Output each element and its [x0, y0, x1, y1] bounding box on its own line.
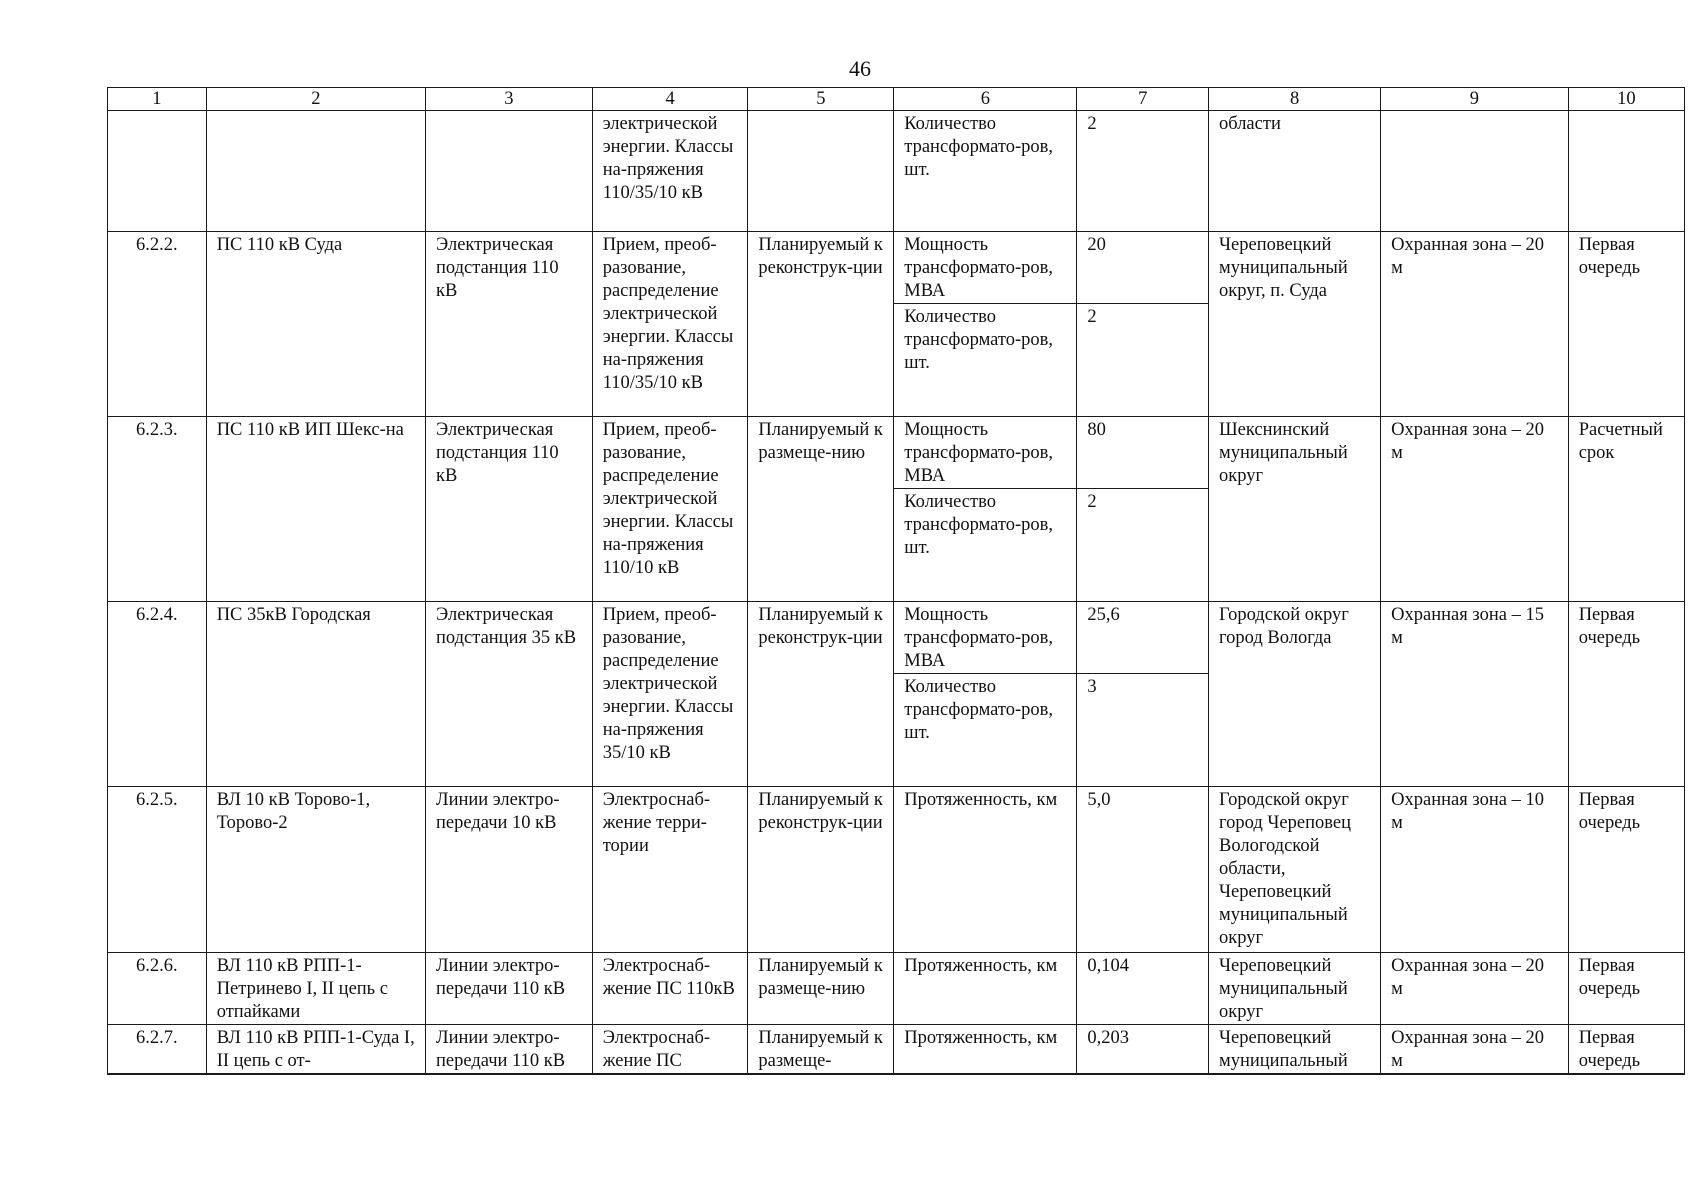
- header-cell: 9: [1381, 88, 1569, 111]
- cell-location: Череповецкий муниципальный: [1209, 1025, 1381, 1075]
- table-row: [108, 953, 1685, 1025]
- cell-num: 6.2.5.: [108, 787, 207, 953]
- cell-location: Городской округ город Череповец Вологодской области, Череповецкий муниципальный округ: [1209, 787, 1381, 953]
- cell-value: 2: [1077, 304, 1209, 417]
- cell-value: 25,6: [1077, 602, 1209, 674]
- cell-num: 6.2.2.: [108, 232, 207, 417]
- cell-purpose: Электроснаб-жение ПС 110кВ: [592, 953, 748, 1025]
- header-cell: 3: [426, 88, 593, 111]
- header-cell: 8: [1209, 88, 1381, 111]
- table-row-continuation: [108, 111, 1685, 232]
- cell-value: 2: [1077, 111, 1209, 232]
- cell-type: [426, 111, 593, 232]
- cell-parameter: Протяженность, км: [894, 953, 1077, 1025]
- cell-location: Шекснинский муниципальный округ: [1209, 417, 1381, 602]
- cell-value: 0,203: [1077, 1025, 1209, 1075]
- cell-term: Первая очередь: [1568, 1025, 1684, 1075]
- cell-value: 80: [1077, 417, 1209, 489]
- cell-term: Расчетный срок: [1568, 417, 1684, 602]
- header-cell: 1: [108, 88, 207, 111]
- cell-location: Череповецкий муниципальный округ, п. Суда: [1209, 232, 1381, 417]
- cell-purpose: Прием, преоб-разование, распределение электрической энергии. Классы на-пряжения 35/10 кВ: [592, 602, 748, 787]
- cell-num: 6.2.4.: [108, 602, 207, 787]
- cell-location: Череповецкий муниципальный округ: [1209, 953, 1381, 1025]
- table-row: [108, 1025, 1685, 1075]
- cell-parameter: Мощность трансформато-ров, МВА: [894, 602, 1077, 674]
- header-cell: 7: [1077, 88, 1209, 111]
- cell-parameter: Количество трансформато-ров, шт.: [894, 489, 1077, 602]
- cell-num: 6.2.3.: [108, 417, 207, 602]
- cell-type: Линии электро-передачи 110 кВ: [426, 953, 593, 1025]
- cell-parameter: Протяженность, км: [894, 1025, 1077, 1075]
- cell-name: ПС 110 кВ Суда: [206, 232, 425, 417]
- cell-parameter: Мощность трансформато-ров, МВА: [894, 417, 1077, 489]
- table-row: [108, 417, 1685, 489]
- cell-term: Первая очередь: [1568, 953, 1684, 1025]
- cell-parameter: Количество трансформато-ров, шт.: [894, 111, 1077, 232]
- cell-name: [206, 111, 425, 232]
- cell-location: области: [1209, 111, 1381, 232]
- page-number: 46: [849, 56, 871, 81]
- cell-value: 3: [1077, 674, 1209, 787]
- cell-parameter: Количество трансформато-ров, шт.: [894, 674, 1077, 787]
- header-cell: 5: [748, 88, 894, 111]
- cell-type: Линии электро-передачи 10 кВ: [426, 787, 593, 953]
- cell-status: Планируемый к размеще-нию: [748, 417, 894, 602]
- cell-num: [108, 111, 207, 232]
- header-cell: 10: [1568, 88, 1684, 111]
- cell-purpose: Прием, преоб-разование, распределение электрической энергии. Классы на-пряжения 110/35/10 кВ: [592, 232, 748, 417]
- cell-type: Электрическая подстанция 110 кВ: [426, 417, 593, 602]
- cell-parameter: Мощность трансформато-ров, МВА: [894, 232, 1077, 304]
- cell-zone: Охранная зона – 20 м: [1381, 232, 1569, 417]
- cell-type: Электрическая подстанция 110 кВ: [426, 232, 593, 417]
- cell-status: Планируемый к реконструк-ции: [748, 602, 894, 787]
- cell-name: ВЛ 110 кВ РПП-1-Петринево I, II цепь с отпайками: [206, 953, 425, 1025]
- cell-status: Планируемый к размеще-: [748, 1025, 894, 1075]
- table-row: [108, 787, 1685, 953]
- cell-value: 5,0: [1077, 787, 1209, 953]
- cell-status: [748, 111, 894, 232]
- cell-zone: Охранная зона – 15 м: [1381, 602, 1569, 787]
- cell-status: Планируемый к размеще-нию: [748, 953, 894, 1025]
- header-cell: 2: [206, 88, 425, 111]
- cell-zone: [1381, 111, 1569, 232]
- cell-zone: Охранная зона – 10 м: [1381, 787, 1569, 953]
- cell-name: ВЛ 10 кВ Торово-1, Торово-2: [206, 787, 425, 953]
- objects-table: [107, 87, 1685, 1075]
- cell-term: Первая очередь: [1568, 232, 1684, 417]
- header-cell: 4: [592, 88, 748, 111]
- header-cell: 6: [894, 88, 1077, 111]
- cell-name: ВЛ 110 кВ РПП-1-Суда I, II цепь с от-: [206, 1025, 425, 1075]
- cell-purpose: Прием, преоб-разование, распределение электрической энергии. Классы на-пряжения 110/10 кВ: [592, 417, 748, 602]
- cell-status: Планируемый к реконструк-ции: [748, 232, 894, 417]
- cell-num: 6.2.7.: [108, 1025, 207, 1075]
- cell-term: [1568, 111, 1684, 232]
- table-row: [108, 232, 1685, 304]
- cell-parameter: Количество трансформато-ров, шт.: [894, 304, 1077, 417]
- header-row: [108, 88, 1685, 111]
- cell-num: 6.2.6.: [108, 953, 207, 1025]
- cell-type: Электрическая подстанция 35 кВ: [426, 602, 593, 787]
- cell-type: Линии электро-передачи 110 кВ: [426, 1025, 593, 1075]
- cell-parameter: Протяженность, км: [894, 787, 1077, 953]
- cell-purpose: Электроснаб-жение ПС: [592, 1025, 748, 1075]
- table-row: [108, 602, 1685, 674]
- cell-zone: Охранная зона – 20 м: [1381, 417, 1569, 602]
- cell-name: ПС 110 кВ ИП Шекс-на: [206, 417, 425, 602]
- cell-term: Первая очередь: [1568, 787, 1684, 953]
- cell-name: ПС 35кВ Городская: [206, 602, 425, 787]
- cell-purpose: электрической энергии. Классы на-пряжения 110/35/10 кВ: [592, 111, 748, 232]
- cell-zone: Охранная зона – 20 м: [1381, 1025, 1569, 1075]
- cell-purpose: Электроснаб-жение терри-тории: [592, 787, 748, 953]
- cell-value: 20: [1077, 232, 1209, 304]
- cell-value: 0,104: [1077, 953, 1209, 1025]
- cell-location: Городской округ город Вологда: [1209, 602, 1381, 787]
- cell-term: Первая очередь: [1568, 602, 1684, 787]
- cell-zone: Охранная зона – 20 м: [1381, 953, 1569, 1025]
- cell-status: Планируемый к реконструк-ции: [748, 787, 894, 953]
- cell-value: 2: [1077, 489, 1209, 602]
